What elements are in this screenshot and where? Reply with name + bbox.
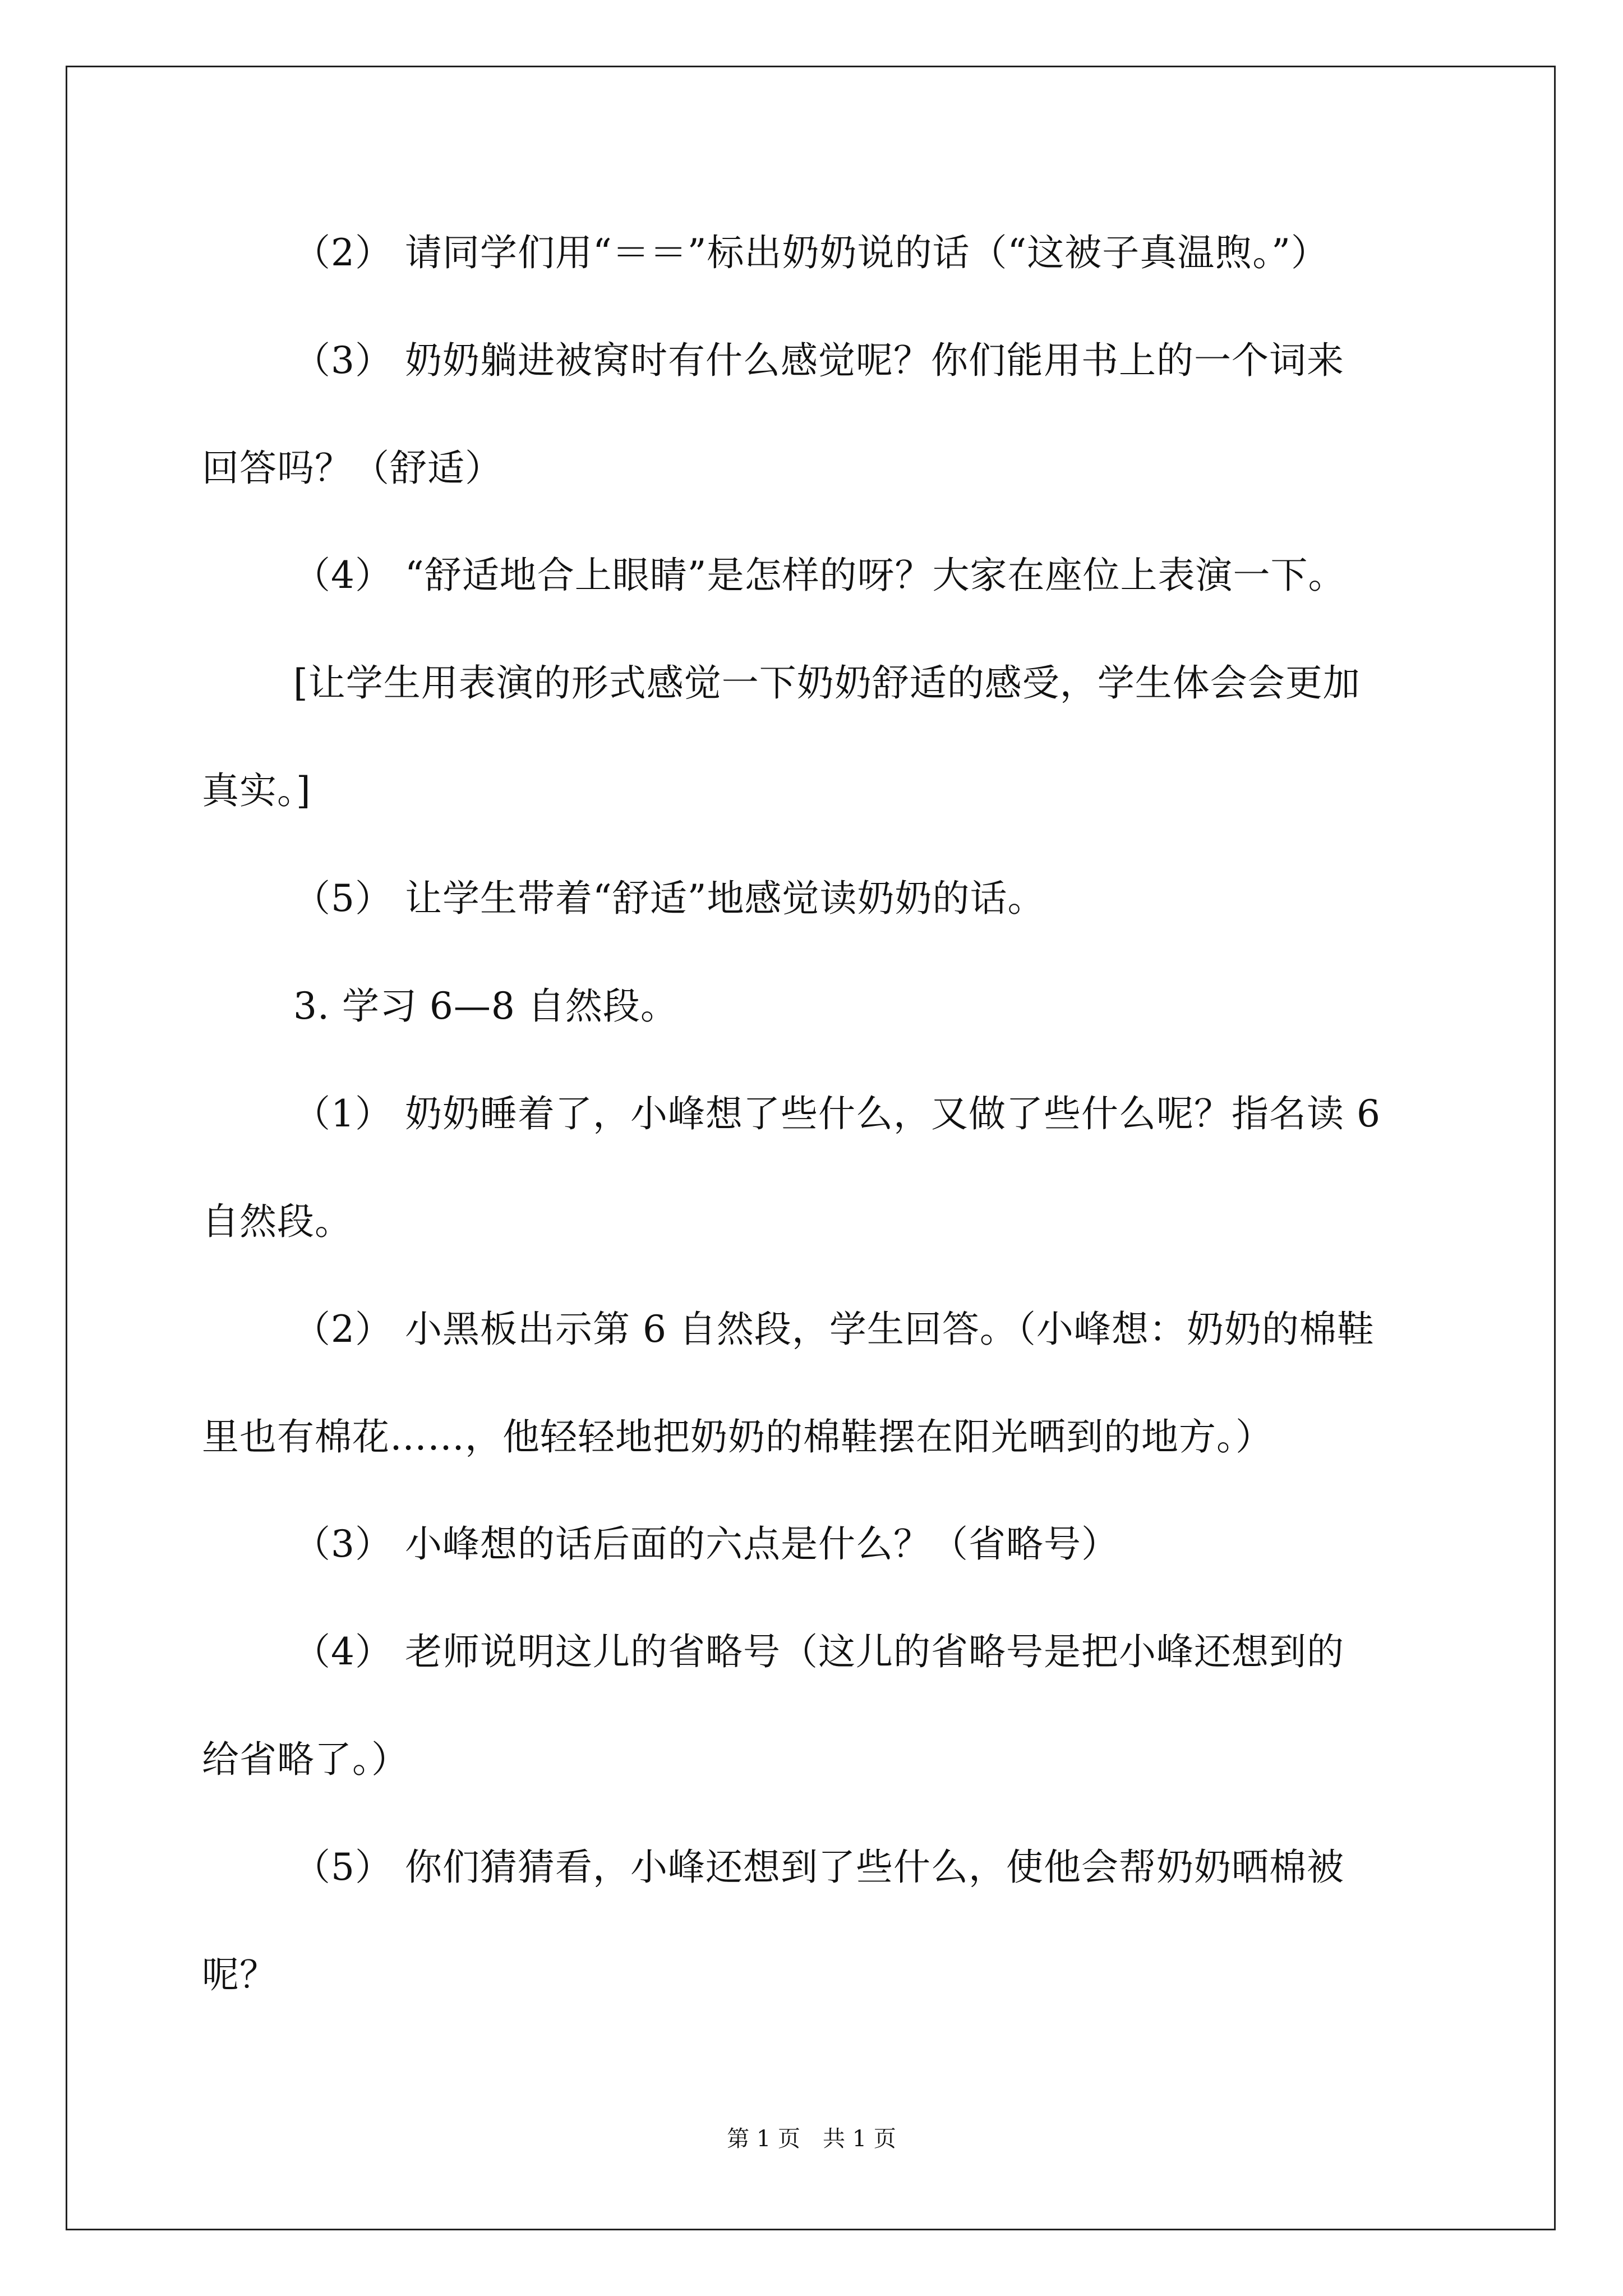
paragraph-line: （5） 你们猜猜看，小峰还想到了些什么，使他会帮奶奶晒棉被	[293, 1846, 1344, 1889]
paragraph-line: 自然段。	[202, 1200, 352, 1243]
paragraph-line: （5） 让学生带着“舒适”地感觉读奶奶的话。	[293, 877, 1045, 920]
paragraph-line: （3） 奶奶躺进被窝时有什么感觉呢？你们能用书上的一个词来	[293, 339, 1344, 382]
paragraph-line: （2） 请同学们用“＝＝”标出奶奶说的话（“这被子真温煦。”）	[293, 231, 1329, 274]
paragraph-line: [让学生用表演的形式感觉一下奶奶舒适的感受，学生体会会更加	[293, 661, 1361, 705]
paragraph-line: （4） 老师说明这儿的省略号（这儿的省略号是把小峰还想到的	[293, 1630, 1344, 1673]
page-border	[66, 66, 1556, 2230]
paragraph-line: 里也有棉花……，他轻轻地把奶奶的棉鞋摆在阳光晒到的地方。）	[202, 1415, 1273, 1458]
paragraph-line: （3） 小峰想的话后面的六点是什么？（省略号）	[293, 1522, 1119, 1566]
paragraph-line: 回答吗？（舒适）	[202, 447, 502, 490]
paragraph-line: （2） 小黑板出示第 6 自然段，学生回答。（小峰想：奶奶的棉鞋	[293, 1308, 1375, 1351]
paragraph-line: （1） 奶奶睡着了，小峰想了些什么，又做了些什么呢？指名读 6	[293, 1092, 1381, 1135]
paragraph-line: 给省略了。）	[202, 1738, 409, 1781]
paragraph-line: 真实。]	[202, 769, 311, 812]
paragraph-line: （4） “舒适地合上眼睛”是怎样的呀？大家在座位上表演一下。	[293, 554, 1346, 597]
page-number-footer: 第 1 页 共 1 页	[727, 2126, 896, 2152]
section-heading: 3. 学习 6—8 自然段。	[293, 984, 678, 1028]
paragraph-line: 呢？	[202, 1953, 277, 1996]
